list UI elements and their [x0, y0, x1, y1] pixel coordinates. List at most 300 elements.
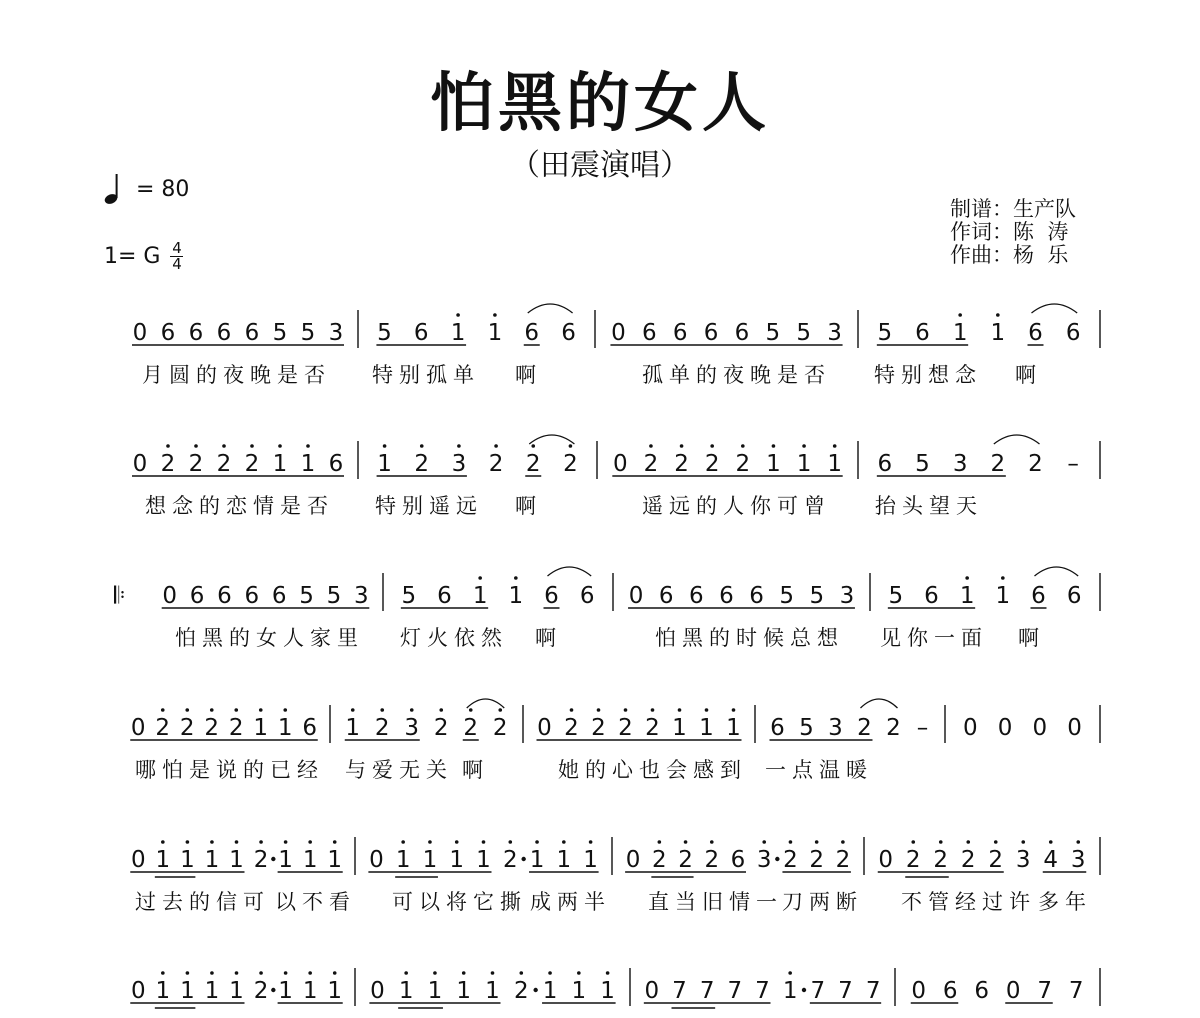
note-digit: – — [1067, 451, 1079, 477]
note-digit: 3 — [1070, 847, 1086, 873]
note-digit: 6 — [302, 715, 318, 741]
octave-dot — [1049, 840, 1053, 844]
note-digit: 6 — [1028, 320, 1043, 346]
note-digit: 1 — [278, 847, 293, 873]
credit-label: 作曲： — [950, 243, 1013, 267]
note-digit: 3 — [451, 451, 467, 477]
note-digit: 2 — [886, 715, 901, 741]
octave-dot — [401, 840, 405, 844]
note-digit: 1 — [327, 978, 343, 1004]
octave-dot — [284, 971, 288, 975]
note-digit: 6 — [974, 978, 990, 1004]
octave-dot — [186, 971, 190, 975]
octave-dot — [508, 840, 512, 844]
note-digit: 5 — [809, 583, 825, 609]
lyric-phrase: 她的心也会感到 — [558, 758, 747, 782]
octave-dot — [428, 840, 432, 844]
note-digit: 1 — [583, 847, 598, 873]
note-digit: 6 — [413, 320, 429, 346]
note-digit: 2 — [990, 451, 1006, 477]
lyric-phrase: 过去的信可 — [135, 890, 270, 914]
note-digit: 0 — [369, 847, 384, 873]
lyric-phrase: 一点温暖 — [765, 758, 873, 782]
note-digit: 1 — [508, 583, 524, 609]
octave-dot — [788, 971, 792, 975]
song-subtitle: （田震演唱） — [510, 148, 690, 183]
lyric-phrase: 特别想念 — [874, 363, 982, 387]
note-digit: 1 — [155, 978, 171, 1004]
note-digit: 1 — [485, 978, 500, 1004]
octave-dot — [649, 444, 653, 448]
octave-dot — [250, 444, 254, 448]
note-digit: 2 — [513, 978, 529, 1004]
note-digit: 1 — [427, 978, 443, 1004]
note-digit: 2 — [857, 715, 872, 741]
octave-dot — [772, 444, 776, 448]
note-digit: 6 — [719, 583, 734, 609]
octave-dot — [1076, 840, 1080, 844]
octave-dot — [939, 840, 943, 844]
note-digit: 0 — [130, 978, 146, 1004]
key-text: 1= G — [104, 243, 161, 269]
lyric-phrase: 月圆的夜晚是否 — [142, 363, 331, 387]
note-digit: 1 — [990, 320, 1006, 346]
octave-dot — [570, 708, 574, 712]
note-digit: 1 — [229, 978, 244, 1004]
octave-dot — [680, 444, 684, 448]
lyric-phrase: 怕黑的时候总想 — [655, 626, 844, 650]
note-digit: 2 — [591, 715, 606, 741]
note-digit: 1 — [672, 715, 687, 741]
note-digit: 2 — [933, 847, 949, 873]
note-digit: 6 — [942, 978, 958, 1004]
note-digit: 6 — [672, 320, 688, 346]
note-digit: 0 — [130, 847, 146, 873]
note-digit: 6 — [1065, 320, 1081, 346]
note-digit: 2 — [1028, 451, 1043, 477]
tie-arc — [1035, 567, 1079, 576]
note-digit: 3 — [353, 583, 369, 609]
rhythm-dot — [802, 988, 806, 992]
octave-dot — [306, 444, 310, 448]
note-digit: 7 — [1068, 978, 1084, 1004]
octave-dot — [833, 444, 837, 448]
note-digit: 2 — [374, 715, 390, 741]
lyric-phrase: 啊 — [1015, 363, 1042, 387]
note-digit: 2 — [244, 451, 260, 477]
octave-dot — [235, 840, 239, 844]
lyric-phrase: 成两半 — [530, 890, 611, 914]
note-digit: 5 — [765, 320, 781, 346]
octave-dot — [732, 708, 736, 712]
octave-dot — [161, 708, 165, 712]
note-digit: 2 — [216, 451, 232, 477]
octave-dot — [278, 444, 282, 448]
note-digit: 1 — [556, 847, 572, 873]
lyric-phrase: 抬头望天 — [875, 494, 983, 518]
note-digit: 6 — [216, 320, 232, 346]
lyric-phrase: 啊 — [535, 626, 562, 650]
note-digit: 2 — [704, 847, 720, 873]
credit-label: 制谱： — [950, 197, 1013, 221]
rhythm-dot — [521, 857, 525, 861]
note-digit: 7 — [727, 978, 743, 1004]
octave-dot — [194, 444, 198, 448]
tie-arc — [1032, 304, 1078, 313]
tempo-value: = 80 — [136, 176, 190, 202]
octave-dot — [710, 840, 714, 844]
lyric-phrase: 啊 — [1018, 626, 1045, 650]
note-digit: 5 — [799, 715, 814, 741]
octave-dot — [161, 971, 165, 975]
note-digit: 0 — [963, 715, 978, 741]
note-digit: 1 — [300, 451, 316, 477]
note-digit: 2 — [563, 451, 578, 477]
note-digit: 1 — [952, 320, 968, 346]
octave-dot — [210, 971, 214, 975]
octave-dot — [535, 840, 539, 844]
note-digit: 1 — [302, 978, 318, 1004]
octave-dot — [462, 971, 466, 975]
note-digit: 0 — [997, 715, 1013, 741]
note-digit: 1 — [345, 715, 361, 741]
note-digit: 1 — [155, 847, 171, 873]
octave-dot — [658, 840, 662, 844]
lyric-phrase: 遥远的人你可曾 — [642, 494, 831, 518]
octave-dot — [383, 444, 387, 448]
note-digit: 2 — [502, 847, 518, 873]
octave-dot — [597, 708, 601, 712]
note-digit: 1 — [726, 715, 741, 741]
octave-dot — [234, 708, 238, 712]
note-digit: 3 — [952, 451, 968, 477]
note-digit: 1 — [253, 715, 269, 741]
note-digit: 6 — [524, 320, 540, 346]
note-digit: 5 — [377, 320, 392, 346]
note-digit: 3 — [404, 715, 420, 741]
lyric-phrase: 多年 — [1038, 890, 1092, 914]
octave-dot — [455, 840, 459, 844]
note-digit: 7 — [810, 978, 826, 1004]
note-digit: 1 — [450, 320, 466, 346]
lyric-phrase: 啊 — [462, 758, 489, 782]
note-digit: 2 — [643, 451, 659, 477]
octave-dot — [519, 971, 523, 975]
note-digit: 2 — [809, 847, 824, 873]
rhythm-dot — [533, 988, 537, 992]
note-digit: 2 — [188, 451, 204, 477]
rhythm-dot — [271, 988, 275, 992]
note-digit: 6 — [244, 583, 260, 609]
note-digit: 1 — [204, 847, 220, 873]
note-digit: 2 — [433, 715, 449, 741]
score-system — [130, 837, 1100, 914]
note-digit: 6 — [703, 320, 719, 346]
note-digit: 3 — [827, 320, 842, 346]
note-digit: 5 — [779, 583, 795, 609]
octave-dot — [333, 971, 337, 975]
lyric-phrase: 见你一面 — [880, 626, 988, 650]
note-digit: 5 — [300, 320, 316, 346]
octave-dot — [577, 971, 581, 975]
note-digit: 0 — [132, 320, 148, 346]
note-digit: 2 — [204, 715, 220, 741]
octave-dot — [815, 840, 819, 844]
note-digit: 1 — [204, 978, 220, 1004]
octave-dot — [186, 840, 190, 844]
note-digit: 1 — [272, 451, 288, 477]
note-digit: 5 — [915, 451, 930, 477]
note-digit: 2 — [735, 451, 751, 477]
note-digit: 1 — [449, 847, 465, 873]
time-signature-bottom: 4 — [172, 254, 182, 273]
octave-dot — [548, 971, 552, 975]
note-digit: 1 — [472, 583, 488, 609]
lyric-phrase: 与爱无关 — [345, 758, 453, 782]
lyric-phrase: 啊 — [515, 363, 542, 387]
lyric-phrase: 不管经过许 — [901, 890, 1036, 914]
octave-dot — [491, 971, 495, 975]
note-digit: 2 — [228, 715, 244, 741]
tie-arc — [994, 435, 1040, 444]
octave-dot — [284, 840, 288, 844]
octave-dot — [410, 708, 414, 712]
note-digit: 6 — [877, 451, 893, 477]
note-digit: 1 — [327, 847, 343, 873]
note-digit: 6 — [561, 320, 576, 346]
note-digit: 5 — [326, 583, 342, 609]
tie-arc — [529, 435, 574, 444]
lyric-phrase: 直当旧情一 — [648, 890, 783, 914]
score-system — [132, 435, 1100, 518]
note-digit: 2 — [645, 715, 660, 741]
repeat-start-sign: 𝄆 — [114, 583, 126, 609]
note-digit: 2 — [253, 847, 269, 873]
score-system — [114, 567, 1100, 650]
octave-dot — [439, 708, 443, 712]
note-digit: 6 — [160, 320, 176, 346]
note-digit: 0 — [644, 978, 660, 1004]
octave-dot — [705, 708, 709, 712]
note-digit: 2 — [674, 451, 689, 477]
octave-dot — [678, 708, 682, 712]
octave-dot — [185, 708, 189, 712]
note-digit: 2 — [525, 451, 541, 477]
note-digit: 0 — [1005, 978, 1021, 1004]
credit-value: 生产队 — [1013, 197, 1076, 221]
note-digit: 2 — [783, 847, 798, 873]
lyric-phrase: 孤单的夜晚是否 — [642, 363, 831, 387]
octave-dot — [624, 708, 628, 712]
note-digit: 1 — [766, 451, 781, 477]
octave-dot — [351, 708, 355, 712]
note-digit: 1 — [180, 978, 195, 1004]
note-digit: 1 — [278, 978, 293, 1004]
octave-dot — [161, 840, 165, 844]
note-digit: 4 — [1043, 847, 1059, 873]
note-digit: 6 — [1031, 583, 1046, 609]
credit-label: 作词： — [950, 220, 1013, 244]
octave-dot — [562, 840, 566, 844]
octave-dot — [1021, 840, 1025, 844]
octave-dot — [789, 840, 793, 844]
note-digit: 6 — [544, 583, 559, 609]
note-digit: 6 — [688, 583, 704, 609]
note-digit: 3 — [1015, 847, 1031, 873]
octave-dot — [651, 708, 655, 712]
note-digit: 2 — [463, 715, 479, 741]
octave-dot — [569, 444, 573, 448]
note-digit: 7 — [699, 978, 715, 1004]
note-digit: 6 — [770, 715, 785, 741]
octave-dot — [966, 840, 970, 844]
octave-dot — [606, 971, 610, 975]
octave-dot — [469, 708, 473, 712]
octave-dot — [996, 313, 1000, 317]
lyric-phrase: 特别遥远 — [375, 494, 483, 518]
octave-dot — [308, 840, 312, 844]
note-digit: 7 — [865, 978, 881, 1004]
note-digit: 2 — [564, 715, 579, 741]
octave-dot — [210, 840, 214, 844]
note-digit: 6 — [271, 583, 287, 609]
lyric-phrase: 哪怕是说的已经 — [135, 758, 324, 782]
tie-arc — [861, 699, 898, 708]
note-digit: 0 — [1032, 715, 1048, 741]
octave-dot — [1001, 576, 1005, 580]
note-digit: 3 — [839, 583, 855, 609]
octave-dot — [589, 840, 593, 844]
note-digit: 2 — [835, 847, 851, 873]
note-digit: 3 — [828, 715, 843, 741]
octave-dot — [166, 444, 170, 448]
octave-dot — [802, 444, 806, 448]
note-digit: 0 — [1067, 715, 1082, 741]
lyric-phrase: 可以将它撕 — [392, 890, 527, 914]
time-signature-top: 4 — [172, 238, 182, 257]
note-digit: 2 — [253, 978, 269, 1004]
note-digit: 2 — [414, 451, 430, 477]
tie-arc — [548, 567, 592, 576]
tie-arc — [467, 699, 505, 708]
note-digit: 2 — [905, 847, 921, 873]
note-digit: 5 — [272, 320, 288, 346]
lyric-phrase: 怕黑的女人家里 — [175, 626, 364, 650]
note-digit: 1 — [542, 978, 558, 1004]
note-digit: 0 — [370, 978, 385, 1004]
note-digit: 0 — [130, 715, 146, 741]
note-digit: 1 — [600, 978, 615, 1004]
note-digit: 5 — [401, 583, 417, 609]
note-digit: 1 — [229, 847, 244, 873]
octave-dot — [259, 840, 263, 844]
note-digit: 1 — [827, 451, 843, 477]
note-digit: 0 — [537, 715, 552, 741]
note-digit: 6 — [641, 320, 657, 346]
octave-dot — [333, 840, 337, 844]
octave-dot — [762, 840, 766, 844]
octave-dot — [259, 971, 263, 975]
octave-dot — [741, 444, 745, 448]
note-digit: 6 — [188, 320, 204, 346]
note-digit: 1 — [422, 847, 438, 873]
note-digit: 6 — [734, 320, 750, 346]
lyric-phrase: 以不看 — [275, 890, 356, 914]
octave-dot — [404, 971, 408, 975]
credit-value: 杨 乐 — [1013, 243, 1069, 267]
tie-arc — [528, 304, 573, 313]
note-digit: 1 — [699, 715, 714, 741]
note-digit: 6 — [579, 583, 595, 609]
octave-dot — [494, 444, 498, 448]
note-digit: 6 — [658, 583, 674, 609]
octave-dot — [482, 840, 486, 844]
note-digit: 6 — [1066, 583, 1082, 609]
note-digit: 2 — [960, 847, 976, 873]
lyric-phrase: 特别孤单 — [372, 363, 480, 387]
octave-dot — [514, 576, 518, 580]
note-digit: 0 — [132, 451, 148, 477]
note-digit: 1 — [398, 978, 414, 1004]
note-digit: 2 — [492, 715, 508, 741]
song-title: 怕黑的女人 — [430, 67, 770, 141]
note-digit: 5 — [888, 583, 904, 609]
note-digit: 0 — [628, 583, 644, 609]
octave-dot — [210, 708, 214, 712]
note-digit: 1 — [959, 583, 975, 609]
note-digit: 6 — [924, 583, 939, 609]
note-digit: 1 — [302, 847, 318, 873]
lyric-phrase: 刀两断 — [782, 890, 863, 914]
note-digit: 6 — [328, 451, 344, 477]
note-digit: 2 — [678, 847, 693, 873]
octave-dot — [420, 444, 424, 448]
lyric-phrase: 啊 — [515, 494, 542, 518]
lyric-phrase: 灯火依然 — [400, 626, 508, 650]
note-digit: 2 — [488, 451, 504, 477]
note-digit: 5 — [299, 583, 314, 609]
octave-dot — [235, 971, 239, 975]
note-digit: 6 — [730, 847, 746, 873]
note-digit: 2 — [652, 847, 667, 873]
note-digit: 7 — [672, 978, 687, 1004]
octave-dot — [965, 576, 969, 580]
note-digit: 7 — [838, 978, 853, 1004]
octave-dot — [457, 444, 461, 448]
octave-dot — [994, 840, 998, 844]
credit-value: 陈 涛 — [1013, 220, 1069, 244]
octave-dot — [958, 313, 962, 317]
note-digit: 6 — [189, 583, 205, 609]
note-digit: 6 — [244, 320, 260, 346]
note-digit: 1 — [995, 583, 1011, 609]
note-digit: 3 — [756, 847, 772, 873]
score-system — [130, 968, 1100, 1008]
rhythm-dot — [271, 857, 275, 861]
octave-dot — [478, 576, 482, 580]
note-digit: 7 — [755, 978, 770, 1004]
octave-dot — [684, 840, 688, 844]
score-system — [130, 699, 1100, 782]
note-digit: 1 — [487, 320, 503, 346]
note-digit: 6 — [749, 583, 764, 609]
octave-dot — [911, 840, 915, 844]
note-digit: 1 — [395, 847, 411, 873]
octave-dot — [308, 971, 312, 975]
octave-dot — [841, 840, 845, 844]
note-digit: 1 — [277, 715, 293, 741]
note-digit: 1 — [571, 978, 587, 1004]
